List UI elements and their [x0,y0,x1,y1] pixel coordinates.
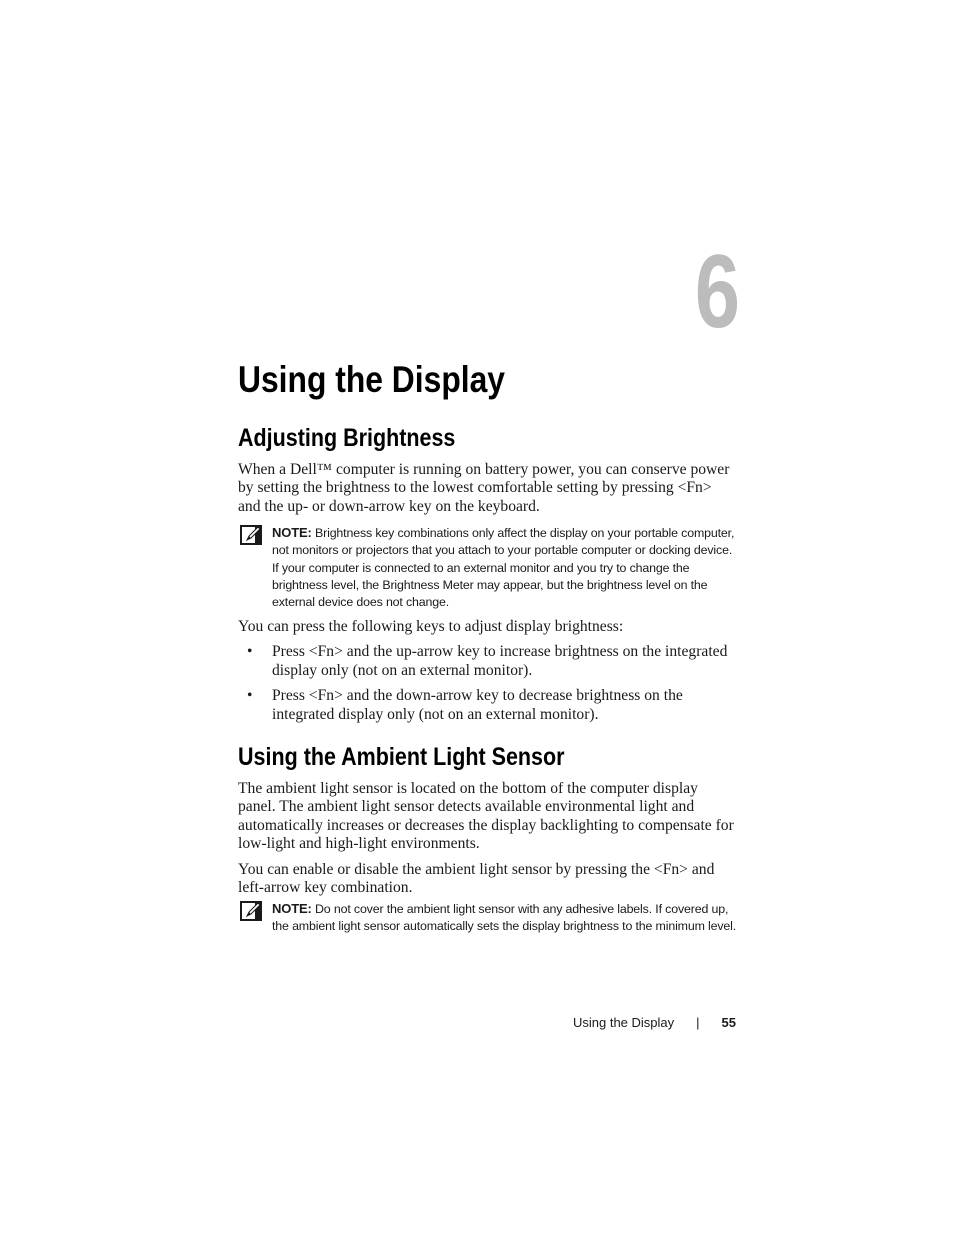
brightness-keys-list [238,643,738,731]
brightness-note-text [272,524,738,611]
list-item [238,643,738,680]
section-heading-adjusting-brightness: Adjusting Brightness [238,424,456,452]
ambient-sensor-note [238,900,738,936]
chapter-number: 6 [694,234,740,350]
list-item-text: Press <Fn> and the down-arrow key to decrease brightness on the integrated display only (not on an external monitor). [272,687,683,723]
ambient-sensor-paragraph: The ambient light sensor is located on the bottom of the computer display panel. The ambient light sensor detects available environmental light and automatically increases or decreases the display backlighting to compensate for low-light and high-light environments. [238,780,734,853]
note-body: Do not cover the ambient light sensor with any adhesive labels. If covered up, the ambient light sensor automatically sets the display brightness to the minimum level. [272,902,737,934]
note-body: Brightness key combinations only affect the display on your portable computer, not monitors or projectors that you attach to your portable computer or docking device. If your computer is connected to an external monitor and you try to change the brightness level, the Brightness Meter may appear, but the brightness level on the external device does not change. [272,526,735,610]
note-label: NOTE: [272,525,312,540]
ambient-sensor-toggle-paragraph: You can enable or disable the ambient light sensor by pressing the <Fn> and left-arrow key combination. [238,861,715,897]
page-number: 55 [721,1015,736,1030]
note-label: NOTE: [272,901,312,916]
note-pencil-icon [240,901,262,921]
brightness-keys-paragraph: You can press the following keys to adjust display brightness: [238,618,624,635]
chapter-title: Using the Display [238,359,505,400]
section-heading-ambient-light-sensor: Using the Ambient Light Sensor [238,743,565,771]
bullet-icon: • [247,643,253,660]
page-footer [500,1015,736,1030]
bullet-icon: • [247,687,253,705]
brightness-note [238,524,738,611]
ambient-sensor-note-text [272,900,738,936]
note-pencil-icon [240,525,262,545]
footer-section-name: Using the Display [572,1015,675,1030]
list-item-text: Press <Fn> and the up-arrow key to increase brightness on the integrated display only (not on an external monitor). [272,643,728,679]
brightness-intro-paragraph: When a Dell™ computer is running on battery power, you can conserve power by setting the brightness to the lowest comfortable setting by pressing <Fn> and the up- or down-arrow key on the keyboard. [238,461,730,515]
list-item [238,687,738,724]
footer-separator: | [696,1015,700,1030]
